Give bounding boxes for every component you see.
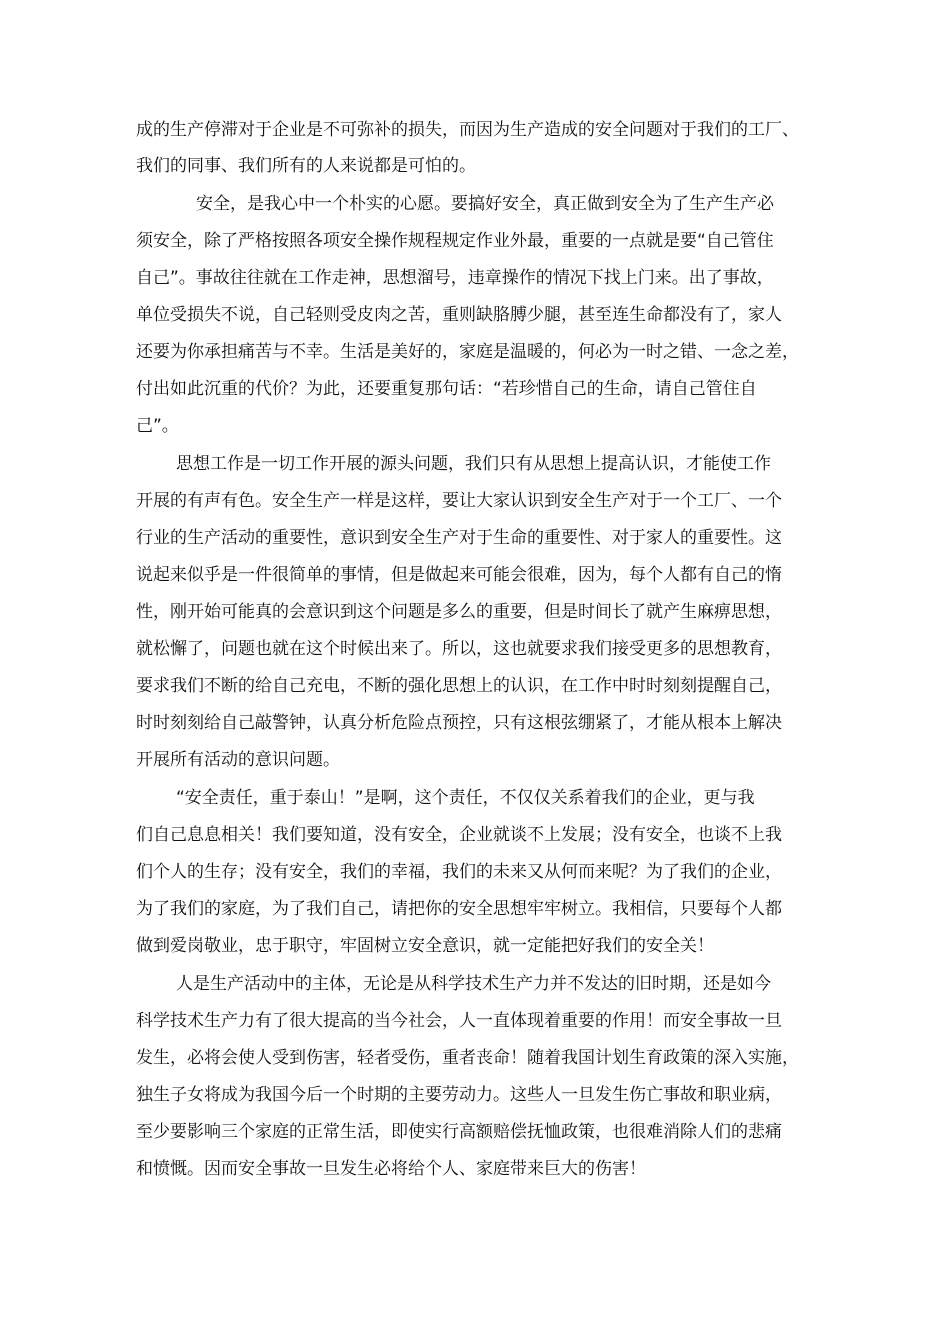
text-line: 要求我们不断的给自己充电，不断的强化思想上的认识，在工作中时时刻刻提醒自己， [136, 676, 782, 696]
text-line: 们自己息息相关！我们要知道，没有安全，企业就谈不上发展；没有安全，也谈不上我 [136, 825, 782, 845]
text-line: 人是生产活动中的主体，无论是从科学技术生产力并不发达的旧时期，还是如今 [176, 974, 771, 994]
text-line: 至少要影响三个家庭的正常生活，即使实行高额赔偿抚恤政策，也很难消除人们的悲痛 [136, 1122, 782, 1142]
text-line: 性，刚开始可能真的会意识到这个问题是多么的重要，但是时间长了就产生麻痹思想， [136, 602, 782, 622]
text-line: 为了我们的家庭，为了我们自己，请把你的安全思想牢牢树立。我相信，只要每个人都 [136, 899, 782, 919]
text-line: 做到爱岗敬业，忠于职守，牢固树立安全意识，就一定能把好我们的安全关！ [136, 936, 714, 956]
text-line: “安全责任，重于泰山！”是啊，这个责任，不仅仅关系着我们的企业，更与我 [176, 788, 755, 808]
text-line: 单位受损失不说，自己轻则受皮肉之苦，重则缺胳膊少腿，甚至连生命都没有了，家人 [136, 305, 782, 325]
text-line: 独生子女将成为我国今后一个时期的主要劳动力。这些人一旦发生伤亡事故和职业病， [136, 1085, 782, 1105]
text-line: 开展所有活动的意识问题。 [136, 750, 340, 770]
text-line: 须安全，除了严格按照各项安全操作规程规定作业外最，重要的一点就是要“自己管住 [136, 231, 774, 251]
text-line: 时时刻刻给自己敲警钟，认真分析危险点预控，只有这根弦绷紧了，才能从根本上解决 [136, 713, 782, 733]
text-line: 就松懈了，问题也就在这个时候出来了。所以，这也就要求我们接受更多的思想教育， [136, 639, 782, 659]
text-line: 成的生产停滞对于企业是不可弥补的损失，而因为生产造成的安全问题对于我们的工厂、 [136, 120, 799, 140]
text-line: 自己”。事故往往就在工作走神，思想溜号，违章操作的情况下找上门来。出了事故， [136, 268, 774, 288]
text-line: 我们的同事、我们所有的人来说都是可怕的。 [136, 156, 476, 176]
text-line: 还要为你承担痛苦与不幸。生活是美好的，家庭是温暖的，何必为一时之错、一念之差， [136, 342, 799, 362]
text-line: 思想工作是一切工作开展的源头问题，我们只有从思想上提高认识，才能使工作 [176, 454, 771, 474]
text-line: 开展的有声有色。安全生产一样是这样，要让大家认识到安全生产对于一个工厂、一个 [136, 491, 782, 511]
text-line: 科学技术生产力有了很大提高的当今社会，人一直体现着重要的作用！而安全事故一旦 [136, 1011, 782, 1031]
text-line: 己”。 [136, 416, 179, 436]
text-line: 安全，是我心中一个朴实的心愿。要搞好安全，真正做到安全为了生产生产必 [196, 194, 774, 214]
text-line: 行业的生产活动的重要性，意识到安全生产对于生命的重要性、对于家人的重要性。这 [136, 528, 782, 548]
text-line: 们个人的生存；没有安全，我们的幸福，我们的未来又从何而来呢？为了我们的企业， [136, 862, 782, 882]
text-line: 说起来似乎是一件很简单的事情，但是做起来可能会很难，因为，每个人都有自己的惰 [136, 565, 782, 585]
text-line: 发生，必将会使人受到伤害，轻者受伤，重者丧命！随着我国计划生育政策的深入实施， [136, 1048, 799, 1068]
text-line: 付出如此沉重的代价？为此，还要重复那句话：“若珍惜自己的生命，请自己管住自 [136, 379, 757, 399]
text-line: 和愤慨。因而安全事故一旦发生必将给个人、家庭带来巨大的伤害！ [136, 1159, 646, 1179]
